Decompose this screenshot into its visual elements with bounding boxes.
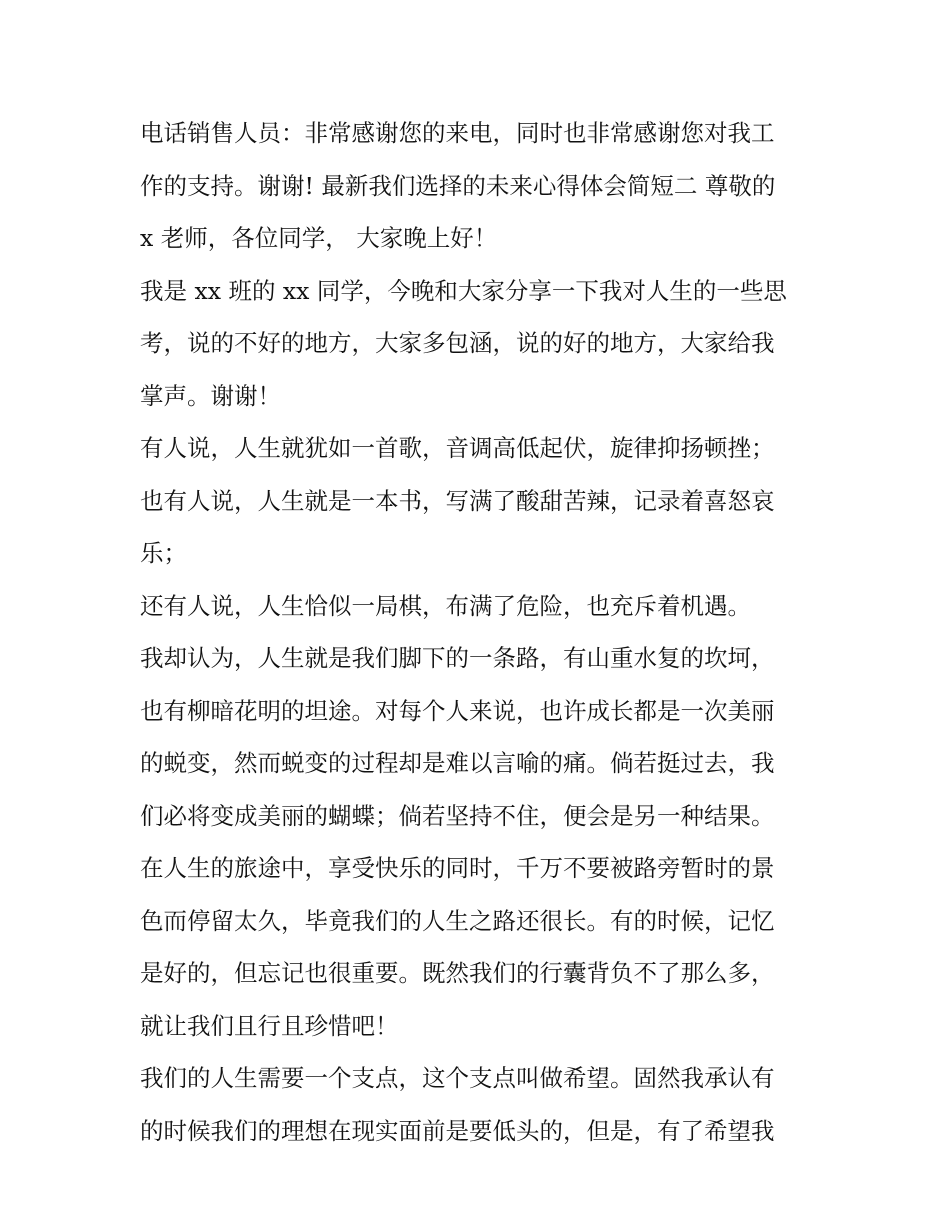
text-line-3: x 老师，各位同学， 大家晚上好！ — [140, 224, 498, 252]
text-line-8: 也有人说，人生就是一本书，写满了酸甜苦辣，记录着喜怒哀 — [140, 486, 775, 515]
text-line-16: 色而停留太久，毕竟我们的人生之路还很长。有的时候，记忆 — [140, 906, 775, 935]
text-line-5: 考，说的不好的地方，大家多包涵，说的好的地方，大家给我 — [140, 329, 775, 357]
text-line-12: 也有柳暗花明的坦途。对每个人来说，也许成长都是一次美丽 — [140, 696, 775, 725]
text-line-20: 的时候我们的理想在现实面前是要低头的，但是，有了希望我 — [140, 1116, 775, 1145]
text-line-15: 在人生的旅途中，享受快乐的同时，千万不要被路旁暂时的景 — [140, 854, 775, 882]
text-line-1: 电话销售人员：非常感谢您的来电，同时也非常感谢您对我工 — [140, 119, 775, 147]
text-line-10: 还有人说，人生恰似一局棋，布满了危险，也充斥着机遇。 — [140, 591, 751, 620]
text-line-7: 有人说，人生就犹如一首歌，音调高低起伏，旋律抑扬顿挫； — [140, 434, 775, 462]
text-line-14: 们必将变成美丽的蝴蝶；倘若坚持不住，便会是另一种结果。 — [140, 801, 775, 830]
text-line-18: 就让我们且行且珍惜吧！ — [140, 1011, 399, 1040]
text-line-4: 我是 xx 班的 xx 同学，今晚和大家分享一下我对人生的一些思 — [140, 276, 787, 305]
text-line-9: 乐； — [140, 539, 187, 567]
text-line-13: 的蜕变，然而蜕变的过程却是难以言喻的痛。倘若挺过去，我 — [140, 749, 775, 777]
text-line-2: 作的支持。谢谢! 最新我们选择的未来心得体会简短二 尊敬的 — [140, 171, 776, 200]
text-line-17: 是好的，但忘记也很重要。既然我们的行囊背负不了那么多， — [140, 959, 775, 987]
text-line-6: 掌声。谢谢！ — [140, 381, 281, 410]
document-text-body — [140, 107, 815, 1157]
text-line-19: 我们的人生需要一个支点，这个支点叫做希望。固然我承认有 — [140, 1064, 775, 1092]
text-line-11: 我却认为，人生就是我们脚下的一条路，有山重水复的坎坷， — [140, 644, 775, 672]
